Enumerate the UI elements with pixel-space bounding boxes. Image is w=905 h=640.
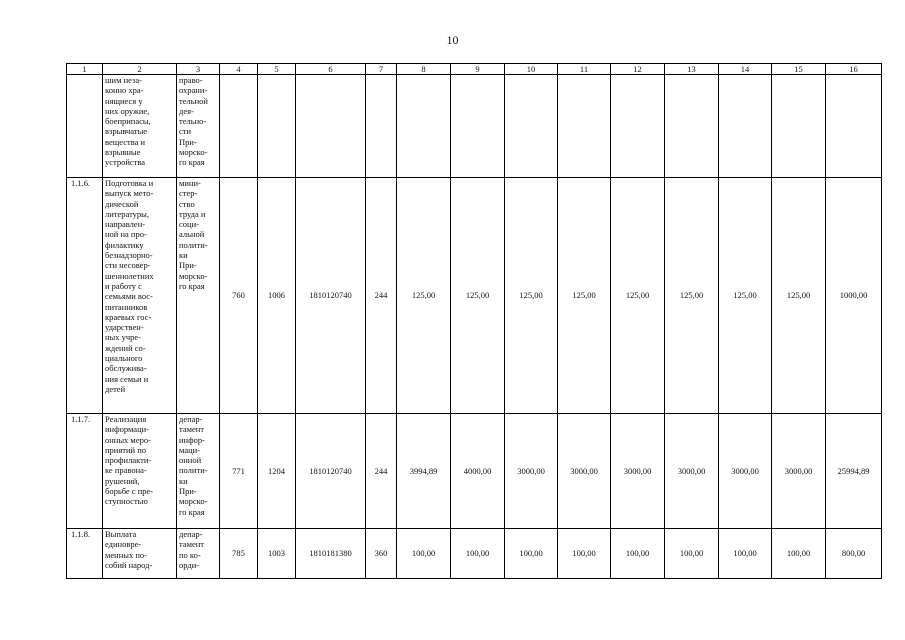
value-cell: 800,00 [826,529,882,579]
column-number-header: 5 [258,64,296,75]
activity-name-cell: Реализация информаци- онных меро- приятий по профилакти- ке правона- рушений, борьбе с пре- ступностью [103,414,177,529]
column-number-header: 4 [220,64,258,75]
value-cell: 100,00 [665,529,719,579]
column-number-header: 12 [611,64,665,75]
item-code-cell: 1.1.7. [67,414,103,529]
value-cell [772,75,826,178]
value-cell [397,75,451,178]
item-code-cell [67,75,103,178]
column-number-header: 6 [296,64,366,75]
value-cell [366,75,397,178]
value-cell: 100,00 [451,529,505,579]
value-cell: 100,00 [611,529,665,579]
value-cell: 1003 [258,529,296,579]
table-row [67,414,882,529]
value-cell [719,75,772,178]
item-code-cell: 1.1.8. [67,529,103,579]
value-cell: 125,00 [611,178,665,414]
value-cell: 1810181380 [296,529,366,579]
budget-table [66,63,882,579]
value-cell [826,75,882,178]
column-number-header: 8 [397,64,451,75]
value-cell: 1000,00 [826,178,882,414]
value-cell [505,75,558,178]
value-cell [558,75,611,178]
value-cell: 3994,89 [397,414,451,529]
column-number-header: 2 [103,64,177,75]
value-cell: 3000,00 [505,414,558,529]
value-cell: 125,00 [505,178,558,414]
column-number-header: 1 [67,64,103,75]
value-cell: 760 [220,178,258,414]
value-cell [296,75,366,178]
column-number-header: 16 [826,64,882,75]
value-cell: 244 [366,414,397,529]
value-cell: 125,00 [772,178,826,414]
value-cell: 3000,00 [719,414,772,529]
value-cell: 244 [366,178,397,414]
value-cell: 100,00 [772,529,826,579]
value-cell: 1810120740 [296,414,366,529]
table-row [67,75,882,178]
table-row [67,178,882,414]
value-cell: 125,00 [719,178,772,414]
column-number-header: 11 [558,64,611,75]
column-number-header: 9 [451,64,505,75]
column-number-header: 7 [366,64,397,75]
column-number-header-row [67,64,882,75]
value-cell [258,75,296,178]
activity-name-cell: шим неза- конно хра- нящиеся у них оружие, боеприпасы, взрывчатые вещества и взрывные устройства [103,75,177,178]
value-cell: 125,00 [665,178,719,414]
table-body [67,64,882,579]
page-number: 10 [446,33,459,47]
value-cell: 3000,00 [558,414,611,529]
item-code-cell: 1.1.6. [67,178,103,414]
value-cell: 785 [220,529,258,579]
value-cell: 100,00 [397,529,451,579]
activity-name-cell: Выплата единовре- менных по- собий народ- [103,529,177,579]
value-cell: 1204 [258,414,296,529]
value-cell: 360 [366,529,397,579]
value-cell: 4000,00 [451,414,505,529]
column-number-header: 10 [505,64,558,75]
column-number-header: 15 [772,64,826,75]
column-number-header: 13 [665,64,719,75]
value-cell: 1006 [258,178,296,414]
executor-cell: право- охрани- тельной дея- тельно- сти При- морско- го края [177,75,220,178]
value-cell: 125,00 [451,178,505,414]
executor-cell: депар- тамент по ко- орди- [177,529,220,579]
value-cell [611,75,665,178]
value-cell: 100,00 [505,529,558,579]
value-cell: 25994,89 [826,414,882,529]
column-number-header: 3 [177,64,220,75]
activity-name-cell: Подготовка и выпуск мето- дической литературы, направлен- ной на про- филактику безнадзорно- сти несовер- шеннолетних и работу с семьями вос- питанников краевых гос- ударствен- ных учре- ждений со- циального обслужива- ния семьи и детей [103,178,177,414]
value-cell: 125,00 [397,178,451,414]
value-cell: 100,00 [719,529,772,579]
value-cell: 3000,00 [665,414,719,529]
value-cell: 100,00 [558,529,611,579]
executor-cell: мини- стер- ство труда и соци- альной полити- ки При- морско- го края [177,178,220,414]
value-cell: 3000,00 [611,414,665,529]
value-cell: 3000,00 [772,414,826,529]
table-row [67,529,882,579]
value-cell: 771 [220,414,258,529]
value-cell [665,75,719,178]
value-cell: 1810120740 [296,178,366,414]
value-cell [451,75,505,178]
executor-cell: депар- тамент инфор- маци- онной полити- ки При- морско- го края [177,414,220,529]
value-cell: 125,00 [558,178,611,414]
column-number-header: 14 [719,64,772,75]
value-cell [220,75,258,178]
